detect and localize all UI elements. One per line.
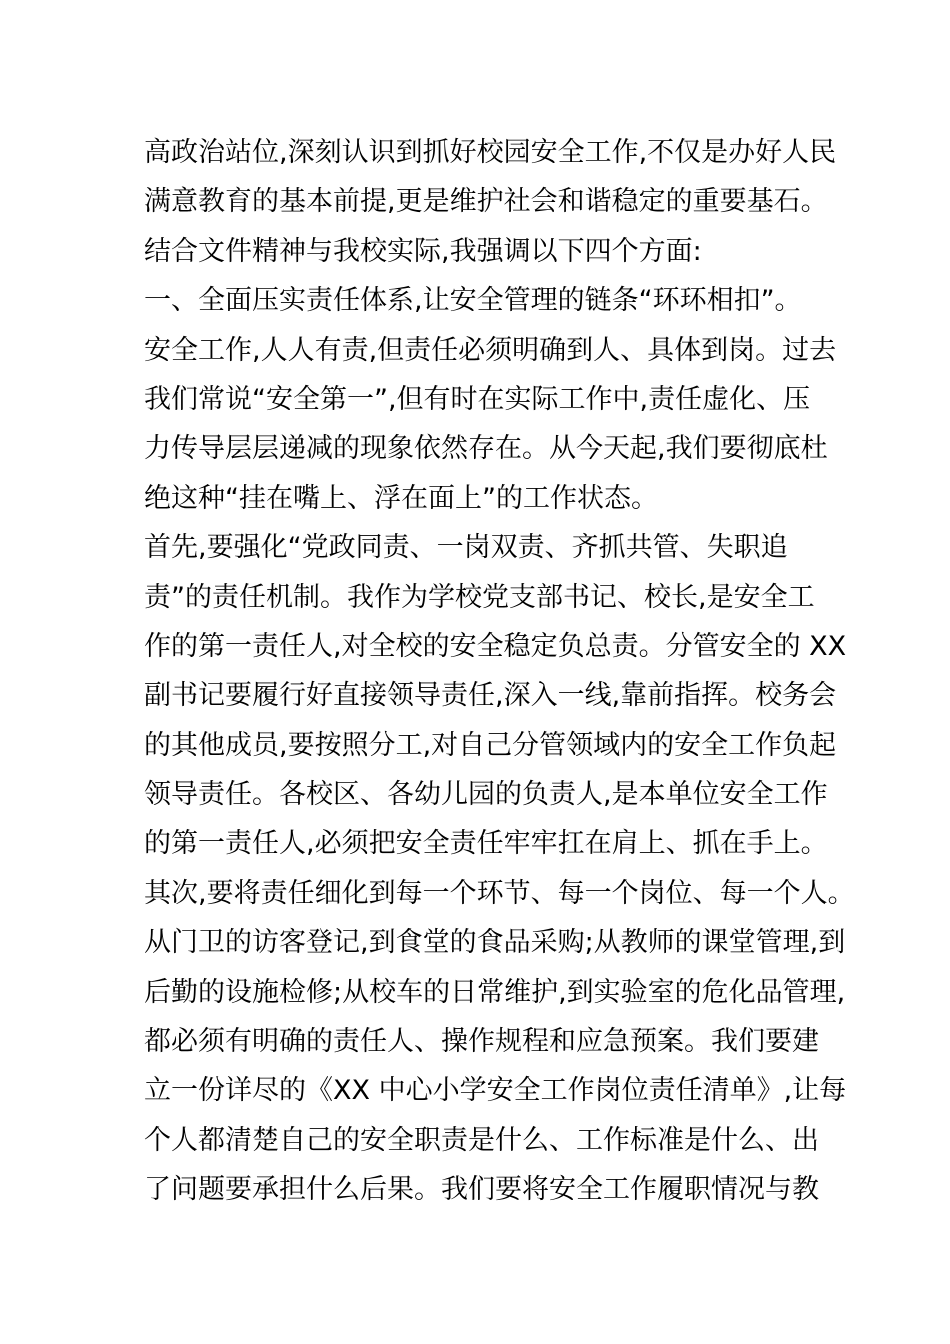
text-line: 作的第一责任人,对全校的安全稳定负总责。分管安全的 XX [144, 630, 847, 662]
text-line: 从门卫的访客登记,到食堂的食品采购;从教师的课堂管理,到 [144, 927, 846, 959]
text-line: 立一份详尽的《XX 中心小学安全工作岗位责任清单》,让每 [144, 1075, 847, 1107]
text-line: 高政治站位,深刻认识到抓好校园安全工作,不仅是办好人民 [144, 137, 837, 168]
text-line: 力传导层层递减的现象依然存在。从今天起,我们要彻底杜 [144, 433, 828, 465]
text-line: 的其他成员,要按照分工,对自己分管领域内的安全工作负起 [144, 729, 837, 761]
text-line: 的第一责任人,必须把安全责任牢牢扛在肩上、抓在手上。 [144, 828, 828, 860]
text-line: 首先,要强化“党政同责、一岗双责、齐抓共管、失职追 [144, 532, 788, 564]
text-line: 责”的责任机制。我作为学校党支部书记、校长,是安全工 [144, 581, 815, 613]
text-line: 安全工作,人人有责,但责任必须明确到人、具体到岗。过去 [144, 334, 837, 366]
text-line: 满意教育的基本前提,更是维护社会和谐稳定的重要基石。 [144, 186, 828, 218]
document-body [144, 128, 855, 1215]
text-line: 后勤的设施检修;从校车的日常维护,到实验室的危化品管理, [144, 976, 846, 1008]
text-line: 绝这种“挂在嘴上、浮在面上”的工作状态。 [144, 482, 658, 514]
text-line: 其次,要将责任细化到每一个环节、每一个岗位、每一个人。 [144, 877, 855, 909]
text-line: 我们常说“安全第一”,但有时在实际工作中,责任虚化、压 [144, 383, 811, 415]
text-line: 个人都清楚自己的安全职责是什么、工作标准是什么、出 [144, 1124, 819, 1156]
text-line: 副书记要履行好直接领导责任,深入一线,靠前指挥。校务会 [144, 680, 837, 712]
section-heading: 一、全面压实责任体系,让安全管理的链条“环环相扣”。 [144, 285, 802, 317]
text-line: 结合文件精神与我校实际,我强调以下四个方面: [144, 235, 702, 267]
text-line: 了问题要承担什么后果。我们要将安全工作履职情况与教 [144, 1174, 819, 1206]
text-line: 领导责任。各校区、各幼儿园的负责人,是本单位安全工作 [144, 779, 828, 811]
text-line: 都必须有明确的责任人、操作规程和应急预案。我们要建 [144, 1026, 819, 1058]
